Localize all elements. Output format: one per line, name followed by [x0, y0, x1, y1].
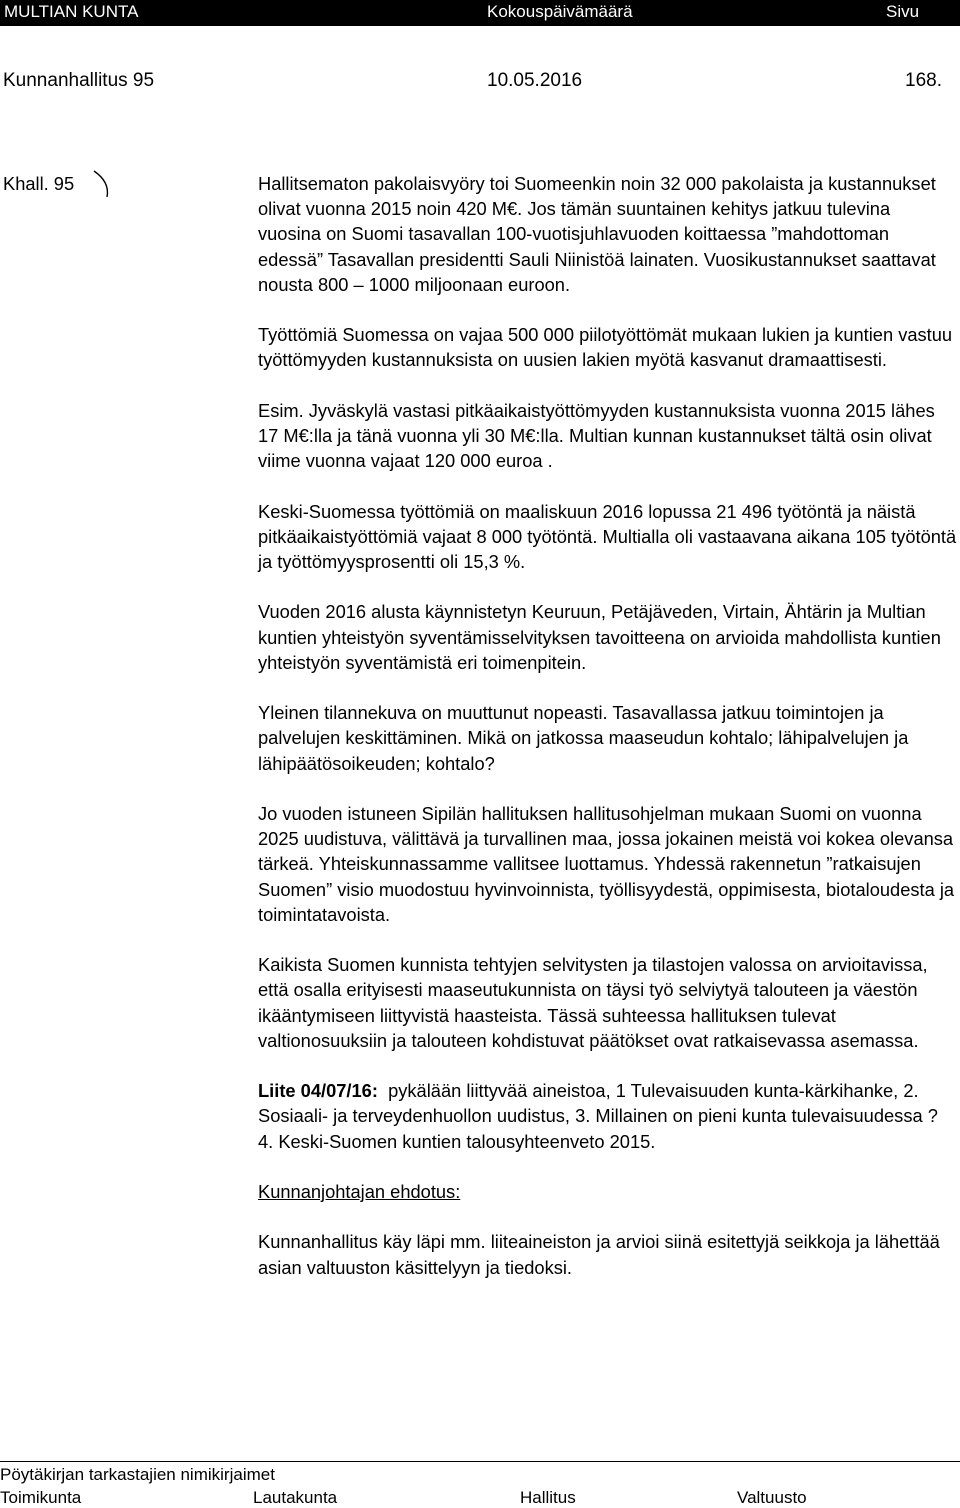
paragraph: Kaikista Suomen kunnista tehtyjen selvitysten ja tilastojen valossa on arvioitavissa, että osalla erityisesti maaseutukunnista on täysi työ selviytyä talouteen ja väestön ikääntymiseen liittyvistä haasteista. Tässä suhteessa hallituksen tulevat valtionosuuksiin ja talouteen kohdistuvat päätökset ovat ratkaisevassa asemassa. [258, 954, 928, 1051]
signatures-label: Pöytäkirjan tarkastajien nimikirjaimet [0, 1465, 275, 1484]
meeting-date: 10.05.2016 [487, 70, 583, 91]
paragraph: Esim. Jyväskylä vastasi pitkäaikaistyöttömyyden kustannuksista vuonna 2015 lähes 17 M€:lla ja tänä vuonna yli 30 M€:lla. Multian kunnan kustannukset tältä osin olivat viime vuonna vajaat 120 000 euroa . [258, 399, 935, 472]
section-marker-icon [90, 168, 116, 200]
proposal-text: Kunnanhallitus käy läpi mm. liiteaineiston ja arvioi siinä esitettyjä seikkoja ja lähettää asian valtuuston käsittelyyn ja tiedoksi. [258, 1231, 940, 1278]
paragraph: Keski-Suomessa työttömiä on maaliskuun 2016 lopussa 21 496 työtöntä ja näistä pitkäaikaistyöttömiä vajaat 8 000 työtöntä. Multialla oli vastaavana aikana 105 työtöntä ja työttömyysprosentti oli 15,3 %. [258, 500, 957, 572]
meeting-body: Kunnanhallitus 95 [3, 70, 155, 91]
footer-body-valtuusto: Valtuusto [737, 1488, 807, 1507]
section-ref-label: Khall. 95 [3, 173, 75, 194]
page-number: 168. [905, 70, 942, 91]
proposal-heading [258, 1179, 958, 1204]
section-body [258, 171, 958, 1280]
section-ref [3, 173, 74, 195]
meeting-date-label: Kokouspäivämäärä [487, 2, 633, 21]
footer-body-toimikunta: Toimikunta [0, 1488, 82, 1507]
page-label: Sivu [886, 2, 920, 21]
footer-body-lautakunta: Lautakunta [253, 1488, 338, 1507]
municipality-name: MULTIAN KUNTA [4, 2, 139, 21]
attachment-paragraph [258, 1078, 958, 1154]
footer-divider [0, 1461, 960, 1462]
attachment-label: Liite 04/07/16: [258, 1080, 378, 1102]
paragraph: Työttömiä Suomessa on vajaa 500 000 piilotyöttömät mukaan lukien ja kuntien vastuu työttömyyden kustannuksista on uusien lakien myötä kasvanut dramaattisesti. [258, 324, 953, 371]
paragraph: Yleinen tilannekuva on muuttunut nopeasti. Tasavallassa jatkuu toimintojen ja palvelujen keskittäminen. Mikä on jatkossa maaseudun kohtalo; lähipalvelujen ja lähipäätösoikeuden; kohtalo? [258, 702, 909, 774]
attachment-text: pykälään liittyvää aineistoa, 1 Tulevaisuuden kunta-kärkihanke, 2. Sosiaali- ja terveydenhuollon uudistus, 3. Millainen on pieni kunta tulevaisuudessa ? 4. Keski-Suomen kuntien talousyhteenveto 2015. [258, 1080, 938, 1152]
paragraph: Jo vuoden istuneen Sipilän hallituksen hallitusohjelman mukaan Suomi on vuonna 2025 uudistuva, välittävä ja turvallinen maa, jossa jokainen meistä voi kokea olevansa tärkeä. Yhteiskunnassamme vallitsee luottamus. Yhdessä rakennetun ”ratkaisujen Suomen” visio muodostuu hyvinvoinnista, työllisyydestä, oppimisesta, biotaloudesta ja toimintatavoista. [258, 802, 955, 925]
paragraph: Hallitsematon pakolaisvyöry toi Suomeenkin noin 32 000 pakolaista ja kustannukset olivat vuonna 2015 noin 420 M€. Jos tämän suuntainen kehitys jatkuu tulevina vuosina on Suomi tasavallan 100-vuotisjuhlavuoden koittaessa ”mahdottoman edessä” Tasavallan presidentti Sauli Niinistöä lainaten. Vuosikustannukset saattavat nousta 800 – 1000 miljoonaan euroon. [258, 173, 936, 295]
proposal-heading-text: Kunnanjohtajan ehdotus: [258, 1180, 461, 1202]
document-header-bar [0, 0, 960, 26]
paragraph: Vuoden 2016 alusta käynnistetyn Keuruun, Petäjäveden, Virtain, Ähtärin ja Multian kuntien yhteistyön syventämisselvityksen tavoitteena on arvioida mahdollista kuntien yhteistyön syventämistä eri toimenpitein. [258, 601, 941, 673]
footer-body-hallitus: Hallitus [520, 1488, 576, 1507]
